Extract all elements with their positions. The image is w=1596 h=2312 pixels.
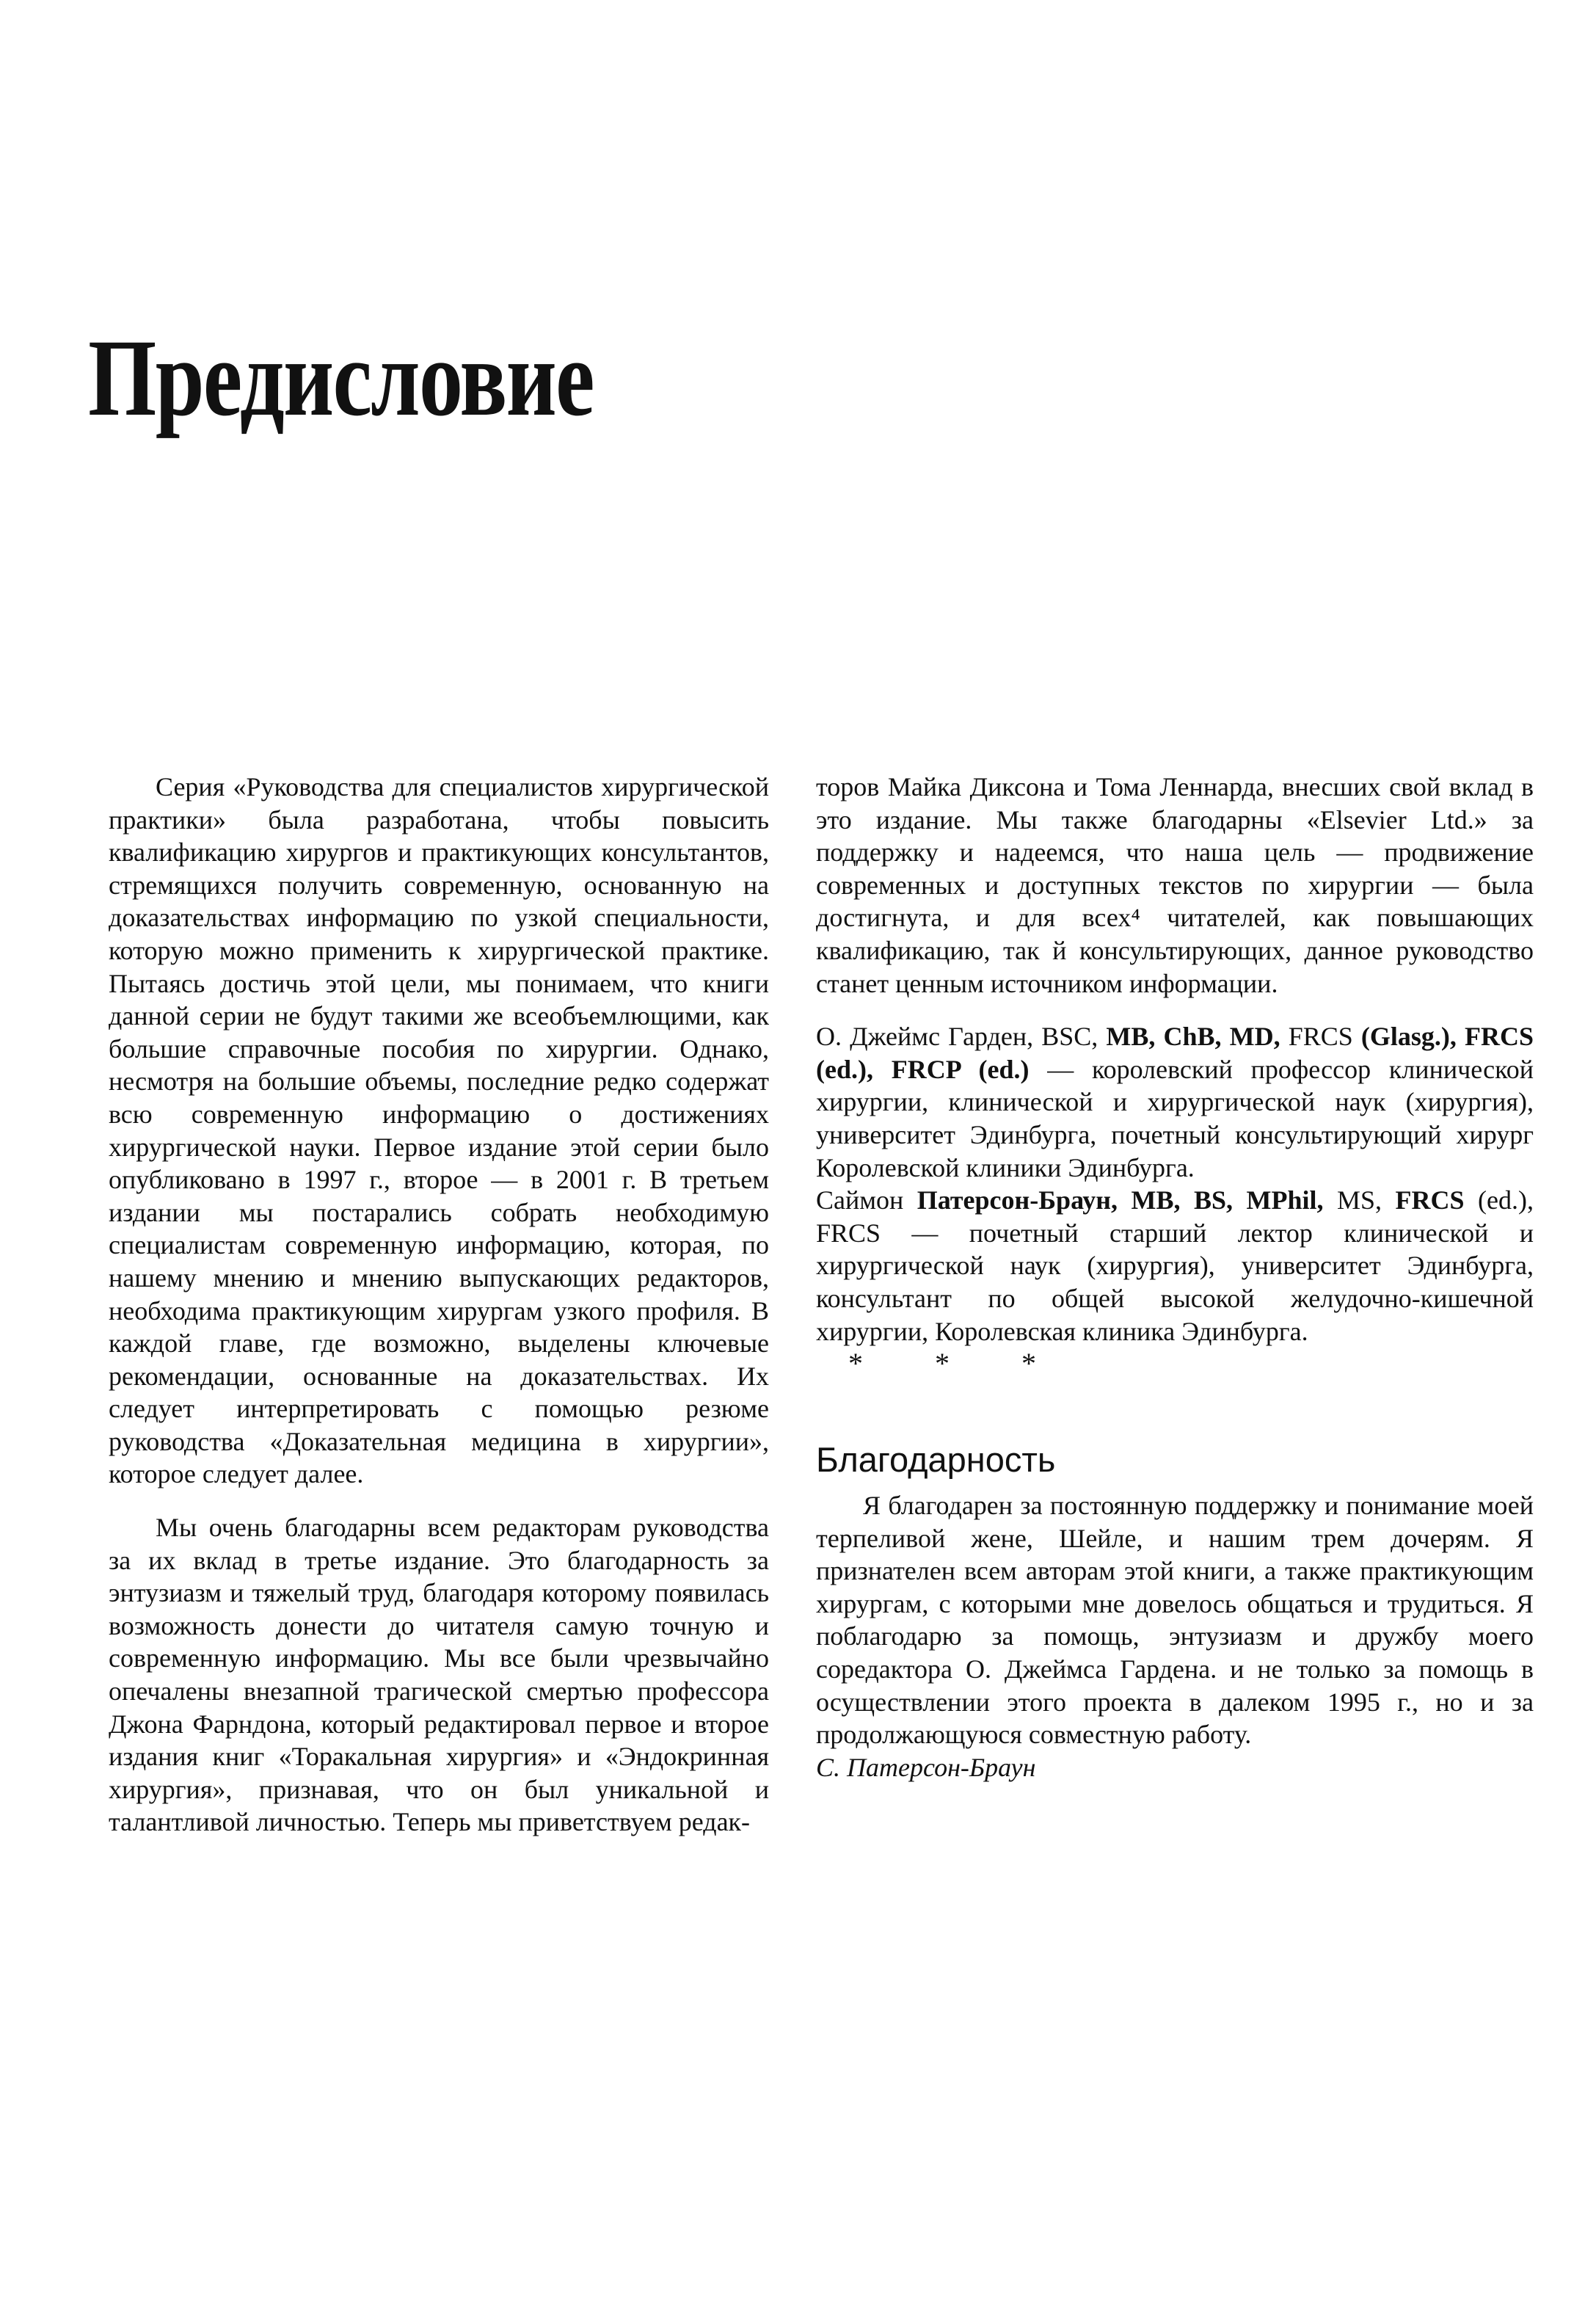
left-column xyxy=(109,771,769,1839)
editor-name-degrees: Патерсон-Браун, MB, BS, MPhil, xyxy=(917,1185,1324,1215)
acknowledgement-text: Я благодарен за постоянную поддержку и понимание моей терпеливой жене, Шейле, и нашим трем дочерям. Я признателен всем авторам этой книги, а также практикующим хирургам, с которыми мне довелось общаться и трудиться. Я поблагодарю за помощь, энтузиазм и дружбу моего соредактора О. Джеймса Гардена. и не только за помощь в осуществлении этого проекта в далеком 1995 г., но и за продолжающуюся совместную работу. xyxy=(816,1491,1534,1750)
preface-paragraph-1: Серия «Руководства для специалистов хирургической практики» была разработана, чтобы повысить квалификацию хирургов и практикующих консультантов, стремящихся получить современную, основанную на доказательствах информацию по узкой специальности, которую можно применить к хирургической практике. Пытаясь достичь этой цели, мы понимаем, что книги данной серии не будут такими же всеобъемлющими, как большие справочные пособия по хирургии. Однако, несмотря на большие объемы, последние редко содержат всю современную информацию о достижениях хирургической науки. Первое издание этой серии было опубликовано в 1997 г., второе — в 2001 г. В третьем издании мы постарались собрать необходимую специалистам современную информацию, которая, по нашему мнению и мнению выпускающих редакторов, необходима практикующим хирургам узкого профиля. В каждой главе, где возможно, выделены ключевые рекомендации, основанные на доказательствах. Их следует интерпретировать с помощью резюме руководства «Доказательная медицина в хирургии», которое следует далее. xyxy=(109,772,769,1489)
editor-name: Саймон xyxy=(816,1185,917,1215)
page-title: Предисловие xyxy=(88,317,594,439)
acknowledgement-heading: Благодарность xyxy=(816,1439,1056,1479)
editor-degrees: FRCS xyxy=(1395,1185,1465,1215)
editor-description: (ed.), FRCS — почетный старший лектор клинической и хирургической наук (хирургия), университет Эдинбурга, консультант по общей высокой желудочно-кишечной хирургии, Королевская клиника Эдинбурга. xyxy=(816,1185,1534,1346)
preface-paragraph-2: Мы очень благодарны всем редакторам руководства за их вклад в третье издание. Это благодарность за энтузиазм и тяжелый труд, благодаря которому появилась возможность донести до читателя самую точную и современную информацию. Мы все были чрезвычайно опечалены внезапной трагической смертью профессора Джона Фарндона, который редактировал первое и второе издания книг «Торакальная хирургия» и «Эндокринная хирургия», признавая, что он был уникальной и талантливой личностью. Теперь мы приветствуем редак- xyxy=(109,1513,769,1837)
editor-degrees: FRCS xyxy=(1280,1022,1361,1052)
section-separator: * * * xyxy=(848,1347,1068,1381)
editor-degrees: MB, ChB, MD, xyxy=(1106,1022,1280,1052)
editor-degrees: MS, xyxy=(1323,1185,1396,1215)
right-column xyxy=(816,771,1534,1784)
editor-bio-garden xyxy=(816,1020,1534,1184)
editor-degrees: (Glasg.), FRCS (ed.), FRCP (ed.) xyxy=(816,1022,1534,1084)
editor-description: — королевский профессор клинической хирургии, клинической и хирургической наук (хирургия), университет Эдинбурга, почетный консультирующий хирург Королевской клиники Эдинбурга. xyxy=(816,1054,1534,1182)
editor-bio-paterson-brown xyxy=(816,1184,1534,1348)
editor-name: О. Джеймс Гарден, BSC, xyxy=(816,1022,1107,1052)
preface-paragraph-continuation: торов Майка Диксона и Тома Леннарда, внесших свой вклад в это издание. Мы также благодарны «Elsevier Ltd.» за поддержку и надеемся, что наша цель — продвижение современных и доступных текстов по хирургии — была достигнута, и для всех⁴ читателей, как повышающих квалификацию, так й консультирующих, данное руководство станет ценным источником информации. xyxy=(816,772,1534,998)
signature: С. Патерсон-Браун xyxy=(816,1752,1036,1782)
